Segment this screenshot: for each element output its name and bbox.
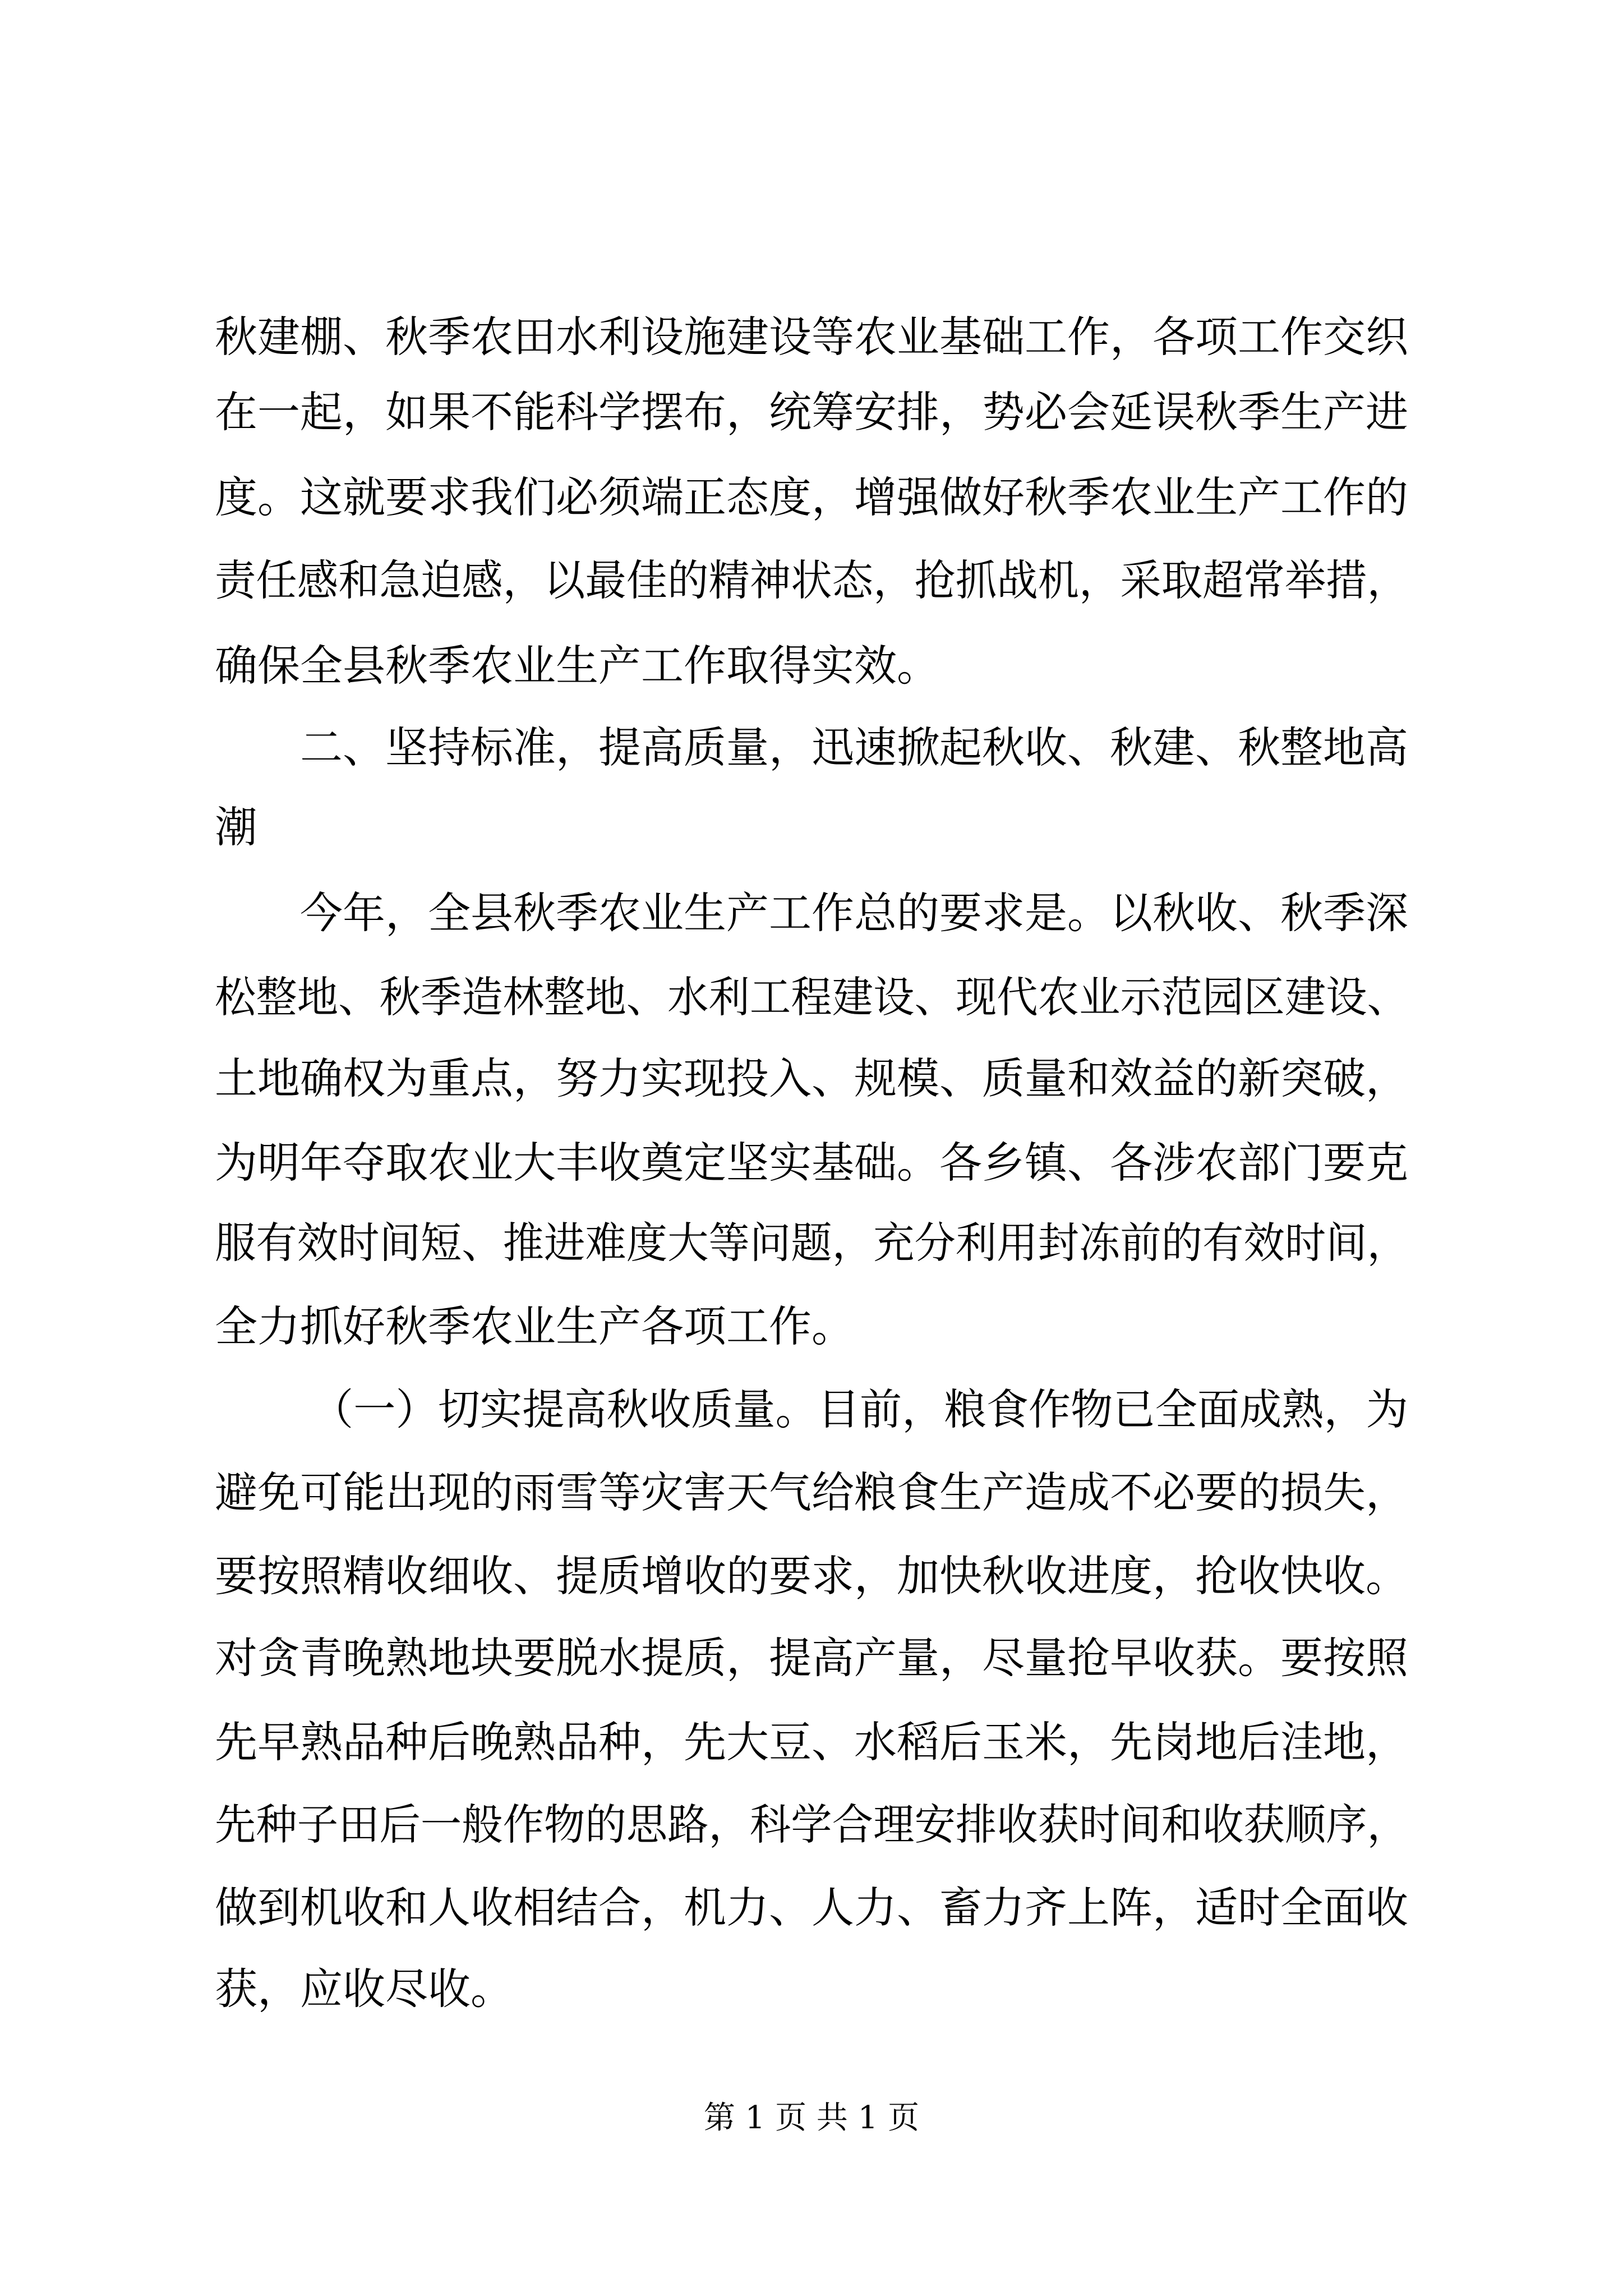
section-heading: 二、坚持标准，提高质量，迅速掀起秋收、秋建、秋整地高 <box>300 723 1408 772</box>
section-heading-continued: 潮 <box>215 802 257 852</box>
body-text-line: 服有效时间短、推进难度大等问题，充分利用封冻前的有效时间， <box>215 1218 1408 1268</box>
body-text-line: 松整地、秋季造林整地、水利工程建设、现代农业示范园区建设、 <box>215 972 1408 1022</box>
body-text-line: 对贪青晚熟地块要脱水提质，提高产量，尽量抢早收获。要按照 <box>215 1633 1408 1683</box>
body-text-line: 度。这就要求我们必须端正态度，增强做好秋季农业生产工作的 <box>215 472 1408 522</box>
body-text-line: 责任感和急迫感，以最佳的精神状态，抢抓战机，采取超常举措， <box>215 555 1408 605</box>
body-text-line: 获，应收尽收。 <box>215 1964 513 2014</box>
body-text-line: 要按照精收细收、提质增收的要求，加快秋收进度，抢收快收。 <box>215 1551 1408 1601</box>
body-text-line: 在一起，如果不能科学摆布，统筹安排，势必会延误秋季生产进 <box>215 387 1408 437</box>
body-text-line: 秋建棚、秋季农田水利设施建设等农业基础工作，各项工作交织 <box>215 312 1408 362</box>
body-text-line: 做到机收和人收相结合，机力、人力、畜力齐上阵，适时全面收 <box>215 1883 1408 1932</box>
body-text-line: 今年，全县秋季农业生产工作总的要求是。以秋收、秋季深 <box>300 888 1408 938</box>
subsection-text-line: （一）切实提高秋收质量。目前，粮食作物已全面成熟，为 <box>311 1384 1408 1434</box>
body-text-line: 避免可能出现的雨雪等灾害天气给粮食生产造成不必要的损失， <box>215 1467 1408 1517</box>
body-text-line: 为明年夺取农业大丰收奠定坚实基础。各乡镇、各涉农部门要克 <box>215 1138 1408 1188</box>
body-text-line: 全力抓好秋季农业生产各项工作。 <box>215 1301 854 1351</box>
body-text-line: 先早熟品种后晚熟品种，先大豆、水稻后玉米，先岗地后洼地， <box>215 1717 1408 1767</box>
body-text-line: 先种子田后一般作物的思路，科学合理安排收获时间和收获顺序， <box>215 1800 1408 1849</box>
body-text-line: 土地确权为重点，努力实现投入、规模、质量和效益的新突破， <box>215 1053 1408 1103</box>
body-text-line: 确保全县秋季农业生产工作取得实效。 <box>215 641 939 691</box>
page-footer: 第 1 页 共 1 页 <box>703 2100 920 2136</box>
